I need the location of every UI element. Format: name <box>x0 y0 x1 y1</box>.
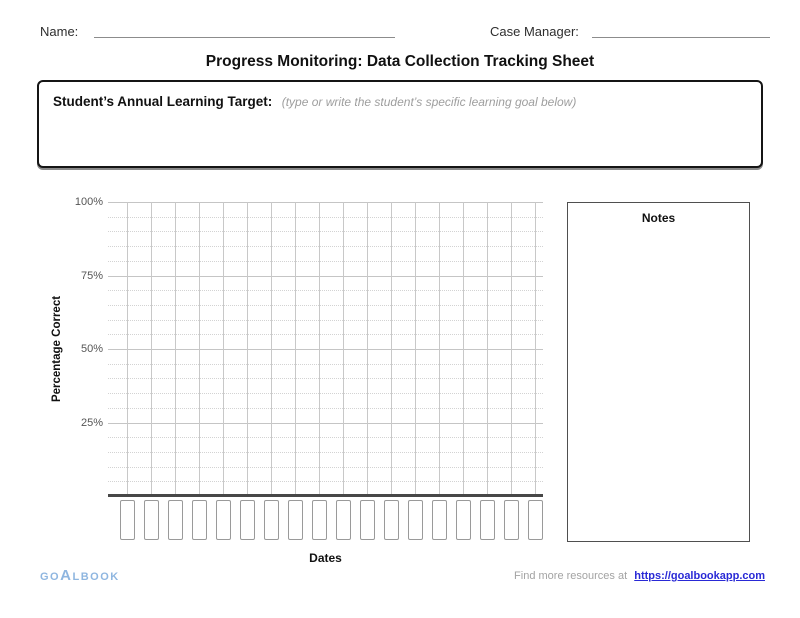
grid-minor-hline <box>108 437 543 438</box>
grid-minor-hline <box>108 481 543 482</box>
date-write-box[interactable] <box>432 500 447 540</box>
date-boxes-row <box>108 500 543 541</box>
grid-vline <box>511 202 512 496</box>
notes-box[interactable] <box>567 202 750 542</box>
date-write-box[interactable] <box>504 500 519 540</box>
x-axis-title: Dates <box>309 551 342 565</box>
resources-text: Find more resources at <box>514 570 628 582</box>
grid-minor-hline <box>108 217 543 218</box>
date-write-box[interactable] <box>288 500 303 540</box>
grid-minor-hline <box>108 452 543 453</box>
page-title: Progress Monitoring: Data Collection Tracking Sheet <box>205 53 595 70</box>
date-write-box[interactable] <box>336 500 351 540</box>
goalbook-logo <box>40 567 120 584</box>
grid-vline <box>319 202 320 496</box>
y-axis-title: Percentage Correct <box>51 295 64 403</box>
grid-vline <box>151 202 152 496</box>
grid-minor-hline <box>108 305 543 306</box>
grid-minor-hline <box>108 290 543 291</box>
grid-vline <box>463 202 464 496</box>
name-write-line[interactable] <box>94 37 395 38</box>
grid-minor-hline <box>108 334 543 335</box>
x-axis-line <box>108 494 543 497</box>
grid-major-hline <box>108 202 543 203</box>
y-tick-75: 75% <box>80 269 103 282</box>
grid-vline <box>391 202 392 496</box>
date-write-box[interactable] <box>528 500 543 540</box>
grid-major-hline <box>108 276 543 277</box>
name-label: Name: <box>40 24 79 39</box>
grid-minor-hline <box>108 378 543 379</box>
grid-vline <box>247 202 248 496</box>
learning-target-box[interactable] <box>37 80 763 168</box>
grid-minor-hline <box>108 320 543 321</box>
grid-minor-hline <box>108 231 543 232</box>
grid-vline <box>127 202 128 496</box>
date-write-box[interactable] <box>312 500 327 540</box>
date-write-box[interactable] <box>240 500 255 540</box>
grid-vline <box>223 202 224 496</box>
grid-vline <box>271 202 272 496</box>
date-write-box[interactable] <box>216 500 231 540</box>
grid-vline <box>535 202 536 496</box>
logo-text-go: GO <box>40 571 61 583</box>
y-tick-25: 25% <box>80 416 103 429</box>
grid-major-hline <box>108 349 543 350</box>
case-manager-label: Case Manager: <box>490 24 579 39</box>
resources-link[interactable]: https://goalbookapp.com <box>634 570 765 582</box>
date-write-box[interactable] <box>384 500 399 540</box>
date-write-box[interactable] <box>168 500 183 540</box>
date-write-box[interactable] <box>192 500 207 540</box>
date-write-box[interactable] <box>408 500 423 540</box>
grid-vline <box>415 202 416 496</box>
notes-title: Notes <box>641 211 676 225</box>
grid-minor-hline <box>108 364 543 365</box>
logo-text-lbook: LBOOK <box>72 571 120 583</box>
grid-vline <box>295 202 296 496</box>
chart-grid[interactable] <box>108 202 543 496</box>
date-write-box[interactable] <box>120 500 135 540</box>
grid-vline <box>175 202 176 496</box>
grid-vline <box>487 202 488 496</box>
grid-vline <box>367 202 368 496</box>
date-write-box[interactable] <box>456 500 471 540</box>
date-write-box[interactable] <box>264 500 279 540</box>
grid-major-hline <box>108 423 543 424</box>
learning-target-hint: (type or write the student’s specific learning goal below) <box>281 95 577 109</box>
grid-vline <box>199 202 200 496</box>
y-tick-100: 100% <box>74 196 103 208</box>
grid-minor-hline <box>108 393 543 394</box>
footer-resources <box>514 570 765 582</box>
grid-minor-hline <box>108 261 543 262</box>
date-write-box[interactable] <box>360 500 375 540</box>
date-write-box[interactable] <box>144 500 159 540</box>
case-manager-write-line[interactable] <box>592 37 770 38</box>
grid-minor-hline <box>108 408 543 409</box>
learning-target-label: Student’s Annual Learning Target: <box>53 94 273 109</box>
grid-minor-hline <box>108 246 543 247</box>
y-tick-50: 50% <box>80 343 103 355</box>
date-write-box[interactable] <box>480 500 495 540</box>
grid-minor-hline <box>108 467 543 468</box>
logo-text-a: A <box>60 567 73 584</box>
grid-vline <box>343 202 344 496</box>
grid-vline <box>439 202 440 496</box>
